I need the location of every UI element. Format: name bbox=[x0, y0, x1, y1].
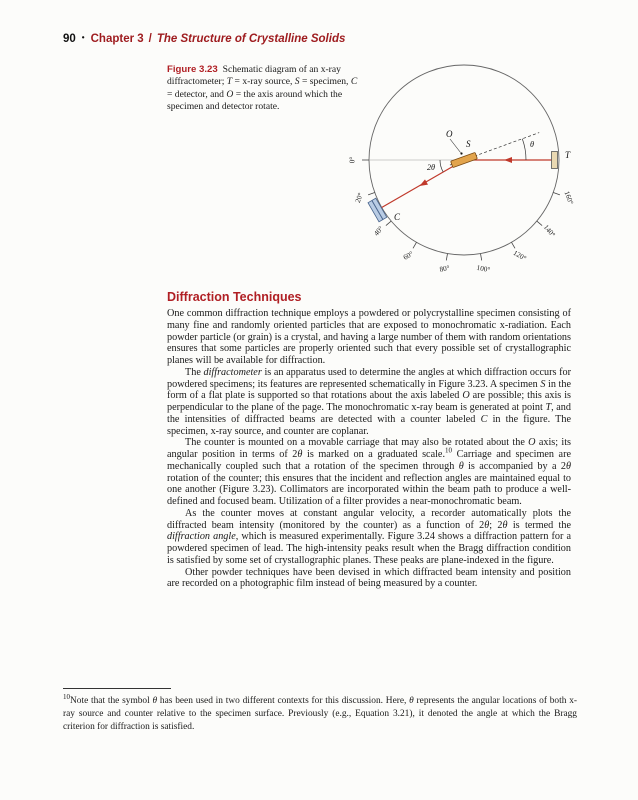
page-number: 90 bbox=[63, 33, 76, 45]
footnote-rule bbox=[63, 688, 171, 689]
body-paragraph: The counter is mounted on a movable carriage that may also be rotated about the O axis; its angular position in terms of 2θ is marked on a graduated scale.$^{10}$ Carriage and specimen are mechanically coupled such that a rotation of the specimen through θ is accompanied by a 2θ rotation of the counter; this ensures that the incident and reflection angles are maintained equal to one another (Figure 3.23). Collimators are incorporated within the beam path to produce a well-defined and focused beam. Utilization of a filter provides a near-monochromatic beam. bbox=[167, 437, 572, 507]
header-bullet: • bbox=[81, 33, 85, 42]
incident-beam-arrowhead bbox=[504, 157, 512, 163]
body-paragraph: One common diffraction technique employs a powdered or polycrystalline specimen consisting of many fine and randomly oriented particles that are exposed to monochromatic x-radiation. Each powder particle (or grain) is a crystal, and having a large number of them with random orientations ensures that some particles are properly oriented such that every possible set of crystallographic planes will be available for diffraction. bbox=[167, 308, 571, 366]
rotation-axis-point bbox=[460, 152, 462, 154]
scale-label: 100° bbox=[475, 263, 491, 275]
page-header bbox=[63, 33, 345, 45]
two-theta-angle-arc bbox=[440, 160, 443, 172]
figure-caption-text: Schematic diagram of an x-ray diffractometer; T = x-ray source, S = specimen, C = detector, and O = the axis around which the specimen and detector rotate. bbox=[167, 64, 358, 113]
scale-label: 20° bbox=[353, 191, 365, 204]
axis-label: O bbox=[446, 129, 453, 139]
body-text bbox=[167, 308, 571, 590]
diffracted-beam-arrowhead bbox=[420, 179, 429, 186]
detector bbox=[368, 198, 387, 222]
scale-label: 120° bbox=[511, 248, 528, 263]
theta-angle-arc bbox=[522, 139, 526, 160]
specimen-label: S bbox=[466, 139, 471, 149]
body-paragraph: As the counter moves at constant angular velocity, a recorder automatically plots the diffracted beam intensity (monitored by the counter) as a function of 2θ; 2θ is termed the diffraction angle, which is measured experimentally. Figure 3.24 shows a diffraction pattern for a powdered specimen of lead. The high-intensity peaks result when the Bragg diffraction condition is satisfied by some set of crystallographic planes. These peaks are plane-indexed in the figure. bbox=[167, 507, 571, 566]
theta-label: θ bbox=[529, 140, 535, 149]
chapter-title: The Structure of Crystalline Solids bbox=[156, 33, 346, 45]
scale-label: 80° bbox=[438, 264, 451, 274]
header-slash: / bbox=[148, 33, 152, 45]
scale-label: 140° bbox=[541, 223, 557, 239]
specimen bbox=[451, 152, 478, 167]
scale-ticks bbox=[362, 160, 560, 260]
figure-label: Figure 3.23 bbox=[167, 64, 218, 75]
scale-label: 60° bbox=[401, 249, 415, 262]
figure-caption bbox=[167, 64, 365, 114]
section-heading: Diffraction Techniques bbox=[167, 290, 302, 304]
source-label: T bbox=[565, 150, 571, 160]
footnote: $^{10}$Note that the symbol θ has been used in two different contexts for this discussion. Here, θ represents the angular locations of both x-ray source and counter relative to the specimen surface. Previously (e.g., Equation 3.21), it denoted the angle at which the Bragg criterion for diffraction is satisfied. bbox=[63, 692, 578, 732]
scale-label: 40° bbox=[372, 224, 386, 238]
body-paragraph: The diffractometer is an apparatus used to determine the angles at which diffraction occurs for powdered specimens; its features are represented schematically in Figure 3.23. A specimen S in the form of a flat plate is supported so that rotations about the axis labeled O are possible; this axis is perpendicular to the plane of the page. The monochromatic x-ray beam is generated at point T, and the intensities of diffracted beams are detected with a counter labeled C in the figure. The specimen, x-ray source, and counter are coplanar. bbox=[167, 366, 571, 437]
axis-leader-line bbox=[450, 139, 461, 153]
scale-label: 160° bbox=[562, 190, 575, 206]
x-ray-source bbox=[552, 152, 558, 169]
two-theta-label: 2θ bbox=[426, 163, 436, 172]
chapter-label: Chapter 3 bbox=[90, 33, 144, 45]
diffractometer-diagram bbox=[342, 52, 592, 280]
detector-label: C bbox=[394, 212, 401, 222]
body-paragraph: Other powder techniques have been devised in which diffracted beam intensity and position are recorded on a photographic film instead of being measured by a counter. bbox=[167, 566, 571, 590]
scale-label: 0° bbox=[348, 156, 357, 164]
